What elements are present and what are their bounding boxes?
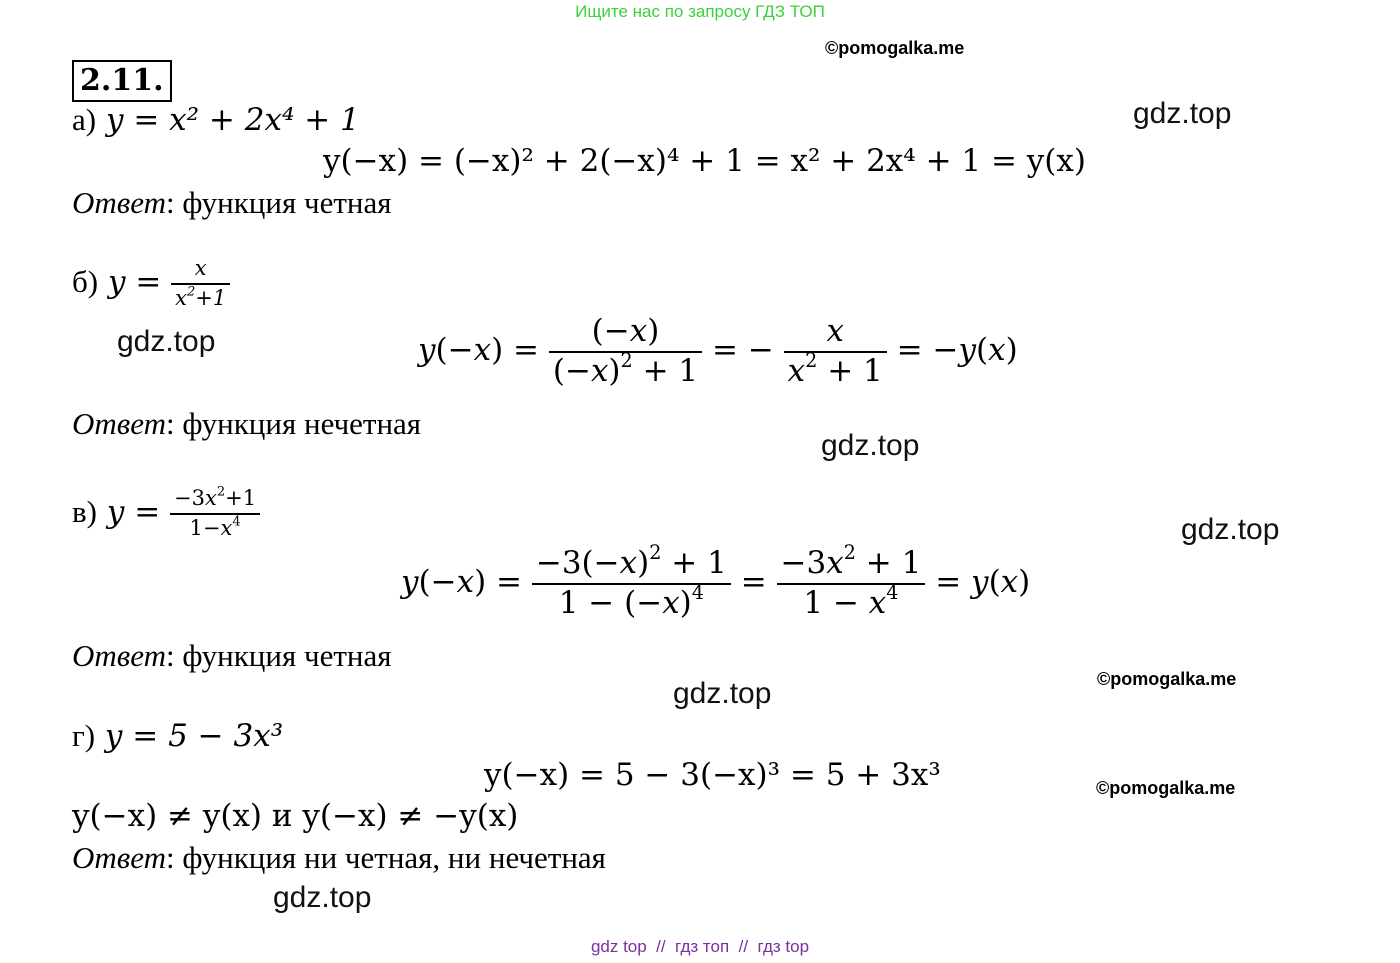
part-d-inequality: y(−x) ≠ y(x) и y(−x) ≠ −y(x) — [72, 798, 519, 834]
part-a-answer — [72, 185, 392, 221]
answer-word: Ответ — [72, 185, 166, 220]
part-b-answer — [72, 406, 421, 442]
footer-links[interactable]: gdz top // гдз топ // гдз top — [590, 937, 810, 956]
answer-word: Ответ — [72, 840, 166, 875]
watermark-gdz-4: gdz.top — [1181, 513, 1280, 546]
answer-text: : функция четная — [165, 185, 392, 220]
problem-number: 2.11. — [72, 60, 172, 102]
part-c-function: в) y = $\frac{-3x^2+1}{1-x^4}$ — [72, 488, 260, 539]
part-b-work: y(−x) = $\frac{(-x)}{(-x)^2 + 1}$ = − $\frac{x}{x^2 + 1}$ = −y(x) — [418, 313, 1018, 389]
answer-word: Ответ — [72, 406, 166, 441]
part-c-label: в) — [72, 494, 97, 529]
part-d-work: y(−x) = 5 − 3(−x)³ = 5 + 3x³ — [484, 757, 941, 793]
part-a-label: а) — [72, 102, 97, 137]
watermark-gdz-1: gdz.top — [1133, 97, 1232, 130]
part-d-function — [72, 720, 283, 752]
watermark-gdz-2: gdz.top — [117, 325, 216, 358]
watermark-pomogalka-top: ©pomogalka.me — [825, 38, 965, 58]
part-c-work: y(−x) = $\frac{-3(-x)^2 + 1}{1 - (-x)^4}$ = $\frac{-3x^2 + 1}{1 - x^4}$ = y(x) — [401, 541, 1031, 621]
part-a-function — [72, 104, 360, 136]
part-b-function: б) y = $\frac{x}{x^2+1}$ — [72, 258, 230, 309]
top-banner: Ищите нас по запросу ГДЗ ТОП — [575, 2, 825, 21]
part-a-work: y(−x) = (−x)² + 2(−x)⁴ + 1 = x² + 2x⁴ + 1 = y(x) — [323, 143, 1086, 179]
part-c-fraction: $\frac{-3x^2+1}{1-x^4}$ — [170, 488, 260, 539]
watermark-gdz-3: gdz.top — [821, 429, 920, 462]
answer-word: Ответ — [72, 638, 166, 673]
part-c-answer — [72, 638, 392, 674]
part-b-label: б) — [72, 264, 99, 299]
part-d-answer — [72, 840, 606, 876]
part-a-formula: y = x² + 2x⁴ + 1 — [105, 102, 360, 138]
part-d-label: г) — [72, 718, 96, 753]
answer-text: : функция ни четная, ни нечетная — [165, 840, 606, 875]
answer-text: : функция четная — [165, 638, 392, 673]
answer-text: : функция нечетная — [165, 406, 422, 441]
watermark-gdz-5: gdz.top — [673, 677, 772, 710]
part-d-formula: y = 5 − 3x³ — [104, 718, 284, 754]
watermark-gdz-6: gdz.top — [273, 881, 372, 914]
watermark-pomogalka-3: ©pomogalka.me — [1096, 778, 1236, 798]
watermark-pomogalka-2: ©pomogalka.me — [1097, 669, 1237, 689]
part-b-fraction: $\frac{x}{x^2+1}$ — [171, 258, 230, 309]
